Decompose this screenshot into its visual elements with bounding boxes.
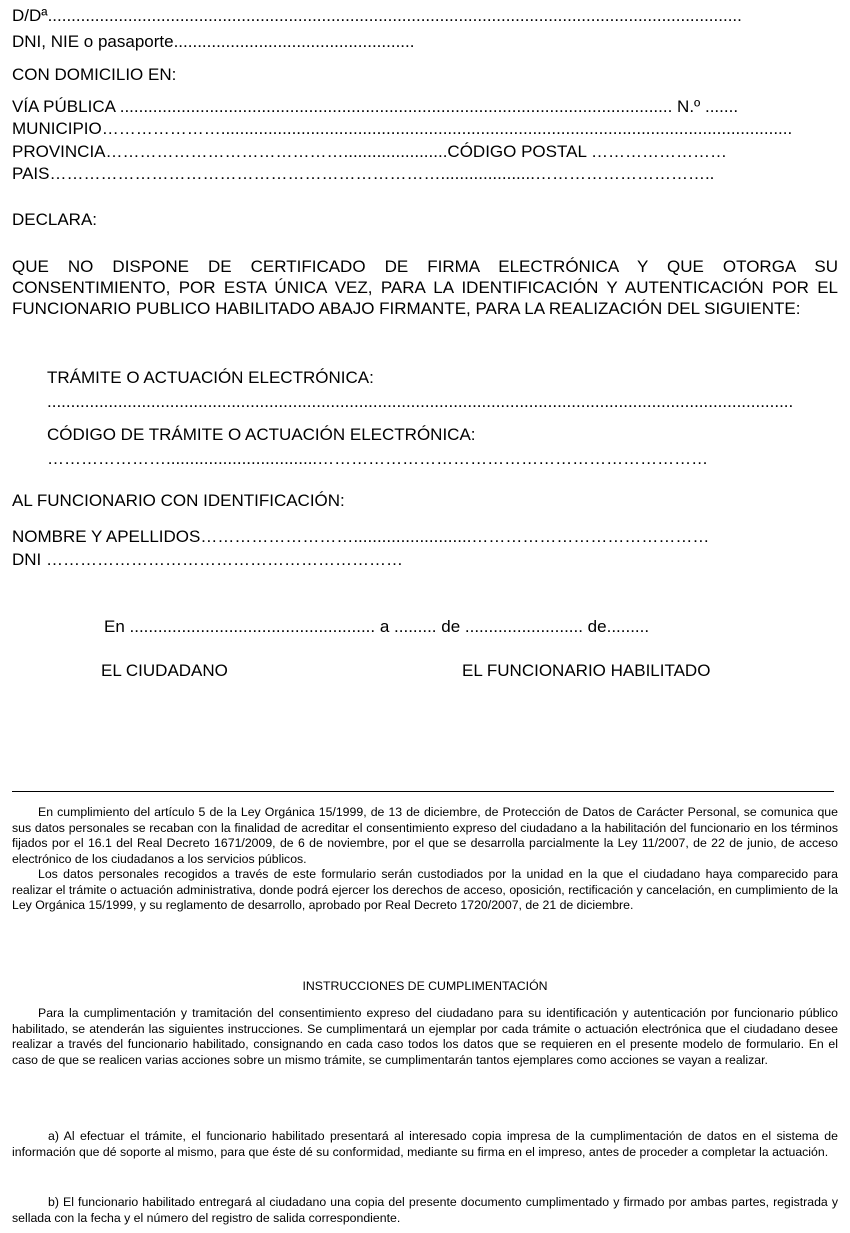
declaration-text: QUE NO DISPONE DE CERTIFICADO DE FIRMA ELECTRÓNICA Y QUE OTORGA SU CONSENTIMIENTO, POR ESTA ÚNICA VEZ, PARA LA IDENTIFICACIÓN Y AUTENTICACIÓN POR EL FUNCIONARIO PUBLICO HABILITADO ABAJO FIRMANTE, PARA LA REALIZACIÓN DEL SIGUIENTE: [12,257,838,318]
provincia-line: PROVINCIA……………………………………......................CÓDIGO POSTAL …………………… [12,142,728,161]
domicilio-header: CON DOMICILIO EN: [12,65,177,84]
ciudadano-signature-label: EL CIUDADANO [101,661,228,680]
instruction-item-a [12,1129,838,1160]
tramite-dots: .............................................................................................................................................................. [47,392,794,411]
privacy-paragraph-2: Los datos personales recogidos a través de este formulario serán custodiados por la unidad en la que el ciudadano haya comparecido para realizar el trámite o actuación administrativa, donde podrá ejercer los derechos de acceso, oposición, rectificación y cancelación, en cumplimiento de la Ley Orgánica 15/1999, y su reglamento de desarrollo, aprobado por Real Decreto 1720/2007, de 21 de diciembre. [12,867,838,912]
instruction-item-a-text: a) Al efectuar el trámite, el funcionario habilitado presentará al interesado copia impresa de la cumplimentación de datos en el sistema de información que dé soporte al mismo, para que éste dé su conformidad, mediante su firma en el impreso, antes de proceder a completar la actuación. [12,1129,838,1159]
tramite-label: TRÁMITE O ACTUACIÓN ELECTRÓNICA: [47,368,374,387]
pais-line: PAIS……………………………………………………………....................………………………….. [12,164,715,183]
footer-divider [12,791,834,792]
dd-field-line: D/Dª................................................................................................................................................... [12,6,742,25]
municipio-line: MUNICIPIO…………………......................................................................................................................... [12,119,793,138]
privacy-paragraph-1: En cumplimiento del artículo 5 de la Ley Orgánica 15/1999, de 13 de diciembre, de Protección de Datos de Carácter Personal, se comunica que sus datos personales se recaban con la finalidad de acreditar el consentimiento expreso del ciudadano a la habilitación del funcionario en los términos fijados por el 16.1 del Real Decreto 1671/2009, de 6 de noviembre, por el que se desarrolla parcialmente la Ley 11/2007, de 22 de junio, de acceso electrónico de los ciudadanos a los servicios públicos. [12,805,838,866]
dni-funcionario-line: DNI ……………………………………………………… [12,550,403,569]
nombre-apellidos-line: NOMBRE Y APELLIDOS……………………….........................…………………………………… [12,527,710,546]
codigo-dots: …………………................................…………………………………………………………… [47,449,709,468]
place-date-line: En .................................................... a ......... de ......................... de......... [104,617,650,636]
instruction-item-b-text: b) El funcionario habilitado entregará al ciudadano una copia del presente documento cumplimentado y firmado por ambas partes, registrada y sellada con la fecha y el número del registro de salida correspondiente. [12,1195,838,1225]
instructions-paragraph: Para la cumplimentación y tramitación del consentimiento expreso del ciudadano para su identificación y autenticación por funcionario público habilitado, se atenderán las siguientes instrucciones. Se cumplimentará un ejemplar por cada trámite o actuación electrónica que el ciudadano desee realizar a través del funcionario habilitado, consignando en cada caso todos los datos que se requieren en el presente modelo de formulario. En el caso de que se realicen varias acciones sobre un mismo trámite, se cumplimentarán tantos ejemplares como acciones se vayan a realizar. [12,1006,838,1067]
instructions-title: INSTRUCCIONES DE CUMPLIMENTACIÓN [302,979,548,993]
privacy-notice [12,805,838,914]
instruction-item-b [12,1195,838,1226]
via-publica-line: VÍA PÚBLICA ..................................................................................................................... N.º ....... [12,97,739,116]
declara-heading: DECLARA: [12,210,98,229]
codigo-label: CÓDIGO DE TRÁMITE O ACTUACIÓN ELECTRÓNICA: [47,425,476,444]
dni-field-line: DNI, NIE o pasaporte................................................... [12,32,415,51]
instructions-body [12,1006,838,1068]
funcionario-signature-label: EL FUNCIONARIO HABILITADO [462,661,711,680]
funcionario-header: AL FUNCIONARIO CON IDENTIFICACIÓN: [12,491,345,510]
